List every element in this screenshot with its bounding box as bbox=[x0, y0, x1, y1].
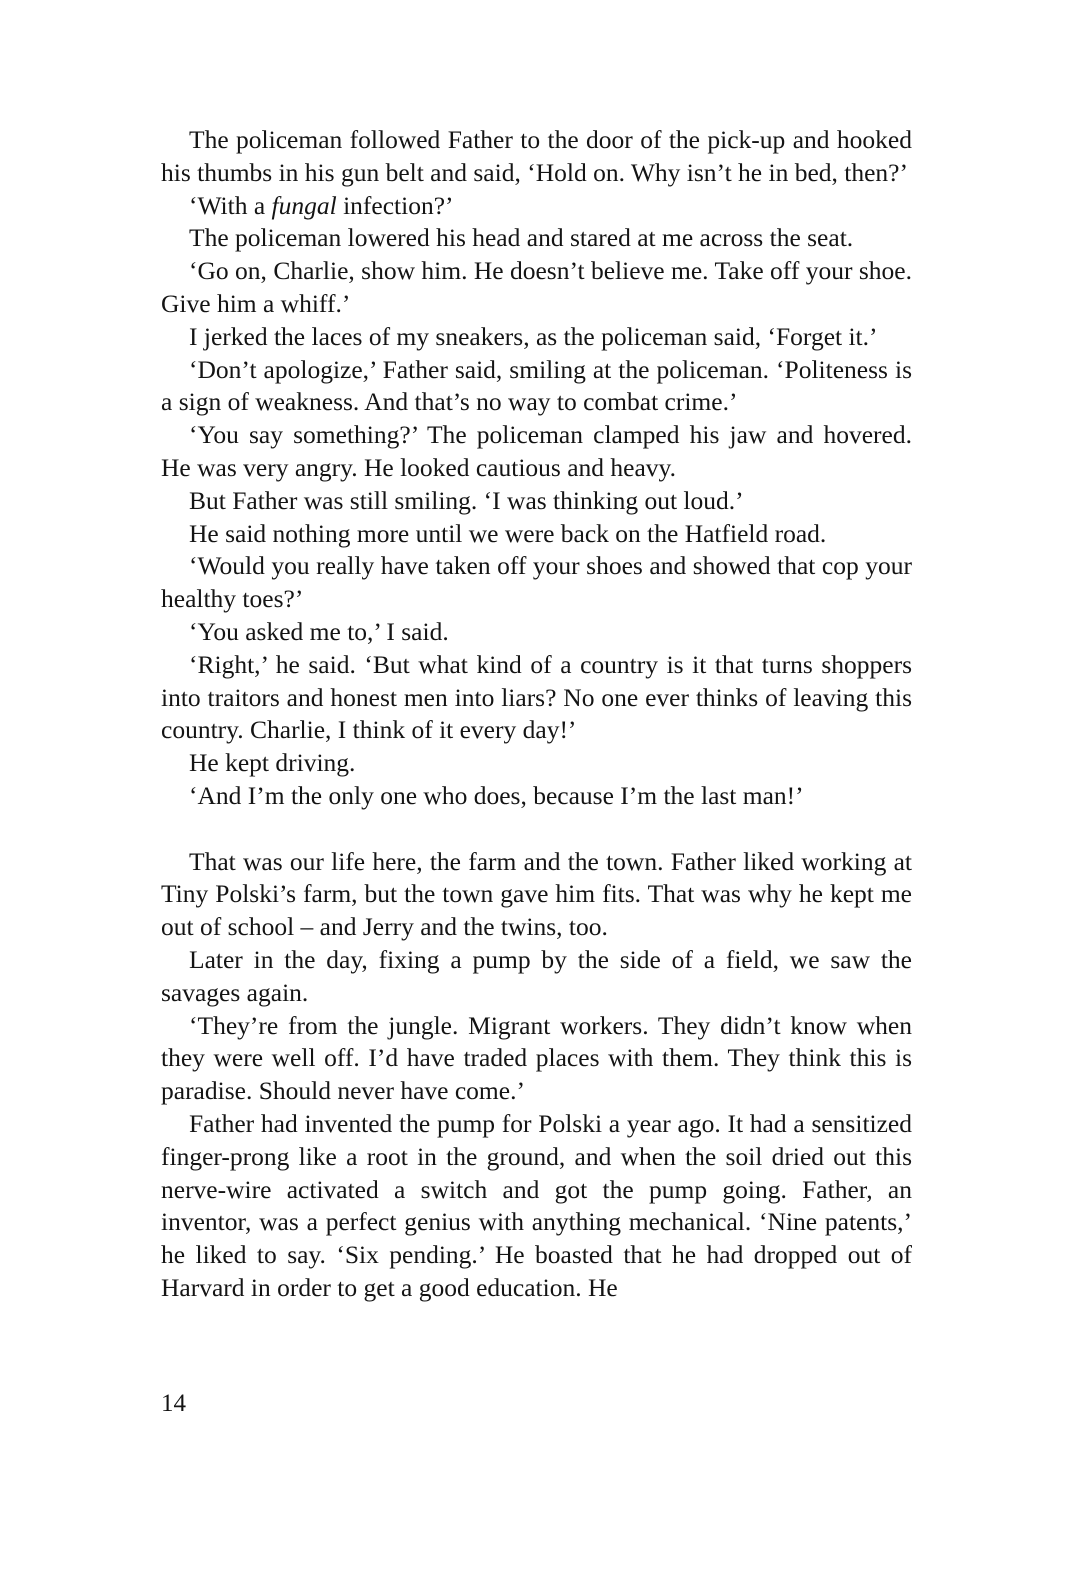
paragraph: He kept driving. bbox=[189, 748, 356, 778]
italic-text: fungal bbox=[271, 190, 337, 220]
paragraph: ‘And I’m the only one who does, because I’m the last man!’ bbox=[189, 780, 804, 810]
paragraph: ‘You say something?’ The policeman clamped his jaw and hovered. He was very angry. He looked cautious and heavy. bbox=[161, 420, 912, 482]
paragraph: The policeman lowered his head and stared at me across the seat. bbox=[189, 223, 854, 253]
paragraph: I jerked the laces of my sneakers, as the policeman said, ‘Forget it.’ bbox=[189, 321, 878, 351]
text-run: infection?’ bbox=[336, 190, 454, 220]
section-break bbox=[161, 813, 912, 846]
paragraph: ‘Don’t apologize,’ Father said, smiling at the policeman. ‘Politeness is a sign of weakness. And that’s no way to combat crime.’ bbox=[161, 354, 912, 417]
paragraph: Later in the day, fixing a pump by the side of a field, we saw the savages again. bbox=[161, 944, 912, 1007]
paragraph: ‘You asked me to,’ I said. bbox=[189, 616, 449, 646]
paragraph: ‘Right,’ he said. ‘But what kind of a country is it that turns shoppers into traitors and honest men into liars? No one ever thinks of leaving this country. Charlie, I think of it every day!’ bbox=[161, 649, 912, 745]
paragraph: He said nothing more until we were back on the Hatfield road. bbox=[189, 518, 827, 548]
page-number: 14 bbox=[161, 1390, 186, 1417]
paragraph: But Father was still smiling. ‘I was thinking out loud.’ bbox=[189, 485, 744, 515]
paragraph: Father had invented the pump for Polski a year ago. It had a sensitized finger-prong like a root in the ground, and when the soil dried out this nerve-wire activated a switch and got the pump going. Father, an inventor, was a perfect genius with anything mechanical. ‘Nine patents,’ he liked to say. ‘Six pending.’ He boasted that he had dropped out of Harvard in order to get a good education. He bbox=[161, 1108, 912, 1302]
paragraph bbox=[161, 190, 912, 223]
text-run: ‘With a bbox=[189, 190, 272, 220]
paragraph: That was our life here, the farm and the town. Father liked working at Tiny Polski’s farm, but the town gave him fits. That was why he kept me out of school – and Jerry and the twins, too. bbox=[161, 846, 912, 942]
paragraph: The policeman followed Father to the door of the pick-up and hooked his thumbs in his gun belt and said, ‘Hold on. Why isn’t he in bed, then?’ bbox=[161, 125, 912, 187]
body-text bbox=[161, 124, 912, 1305]
paragraph: ‘They’re from the jungle. Migrant workers. They didn’t know when they were well off. I’d have traded places with them. They think this is paradise. Should never have come.’ bbox=[161, 1010, 912, 1106]
paragraph: ‘Would you really have taken off your shoes and showed that cop your healthy toes?’ bbox=[161, 551, 912, 614]
paragraph: ‘Go on, Charlie, show him. He doesn’t believe me. Take off your shoe. Give him a whiff.’ bbox=[161, 256, 912, 318]
